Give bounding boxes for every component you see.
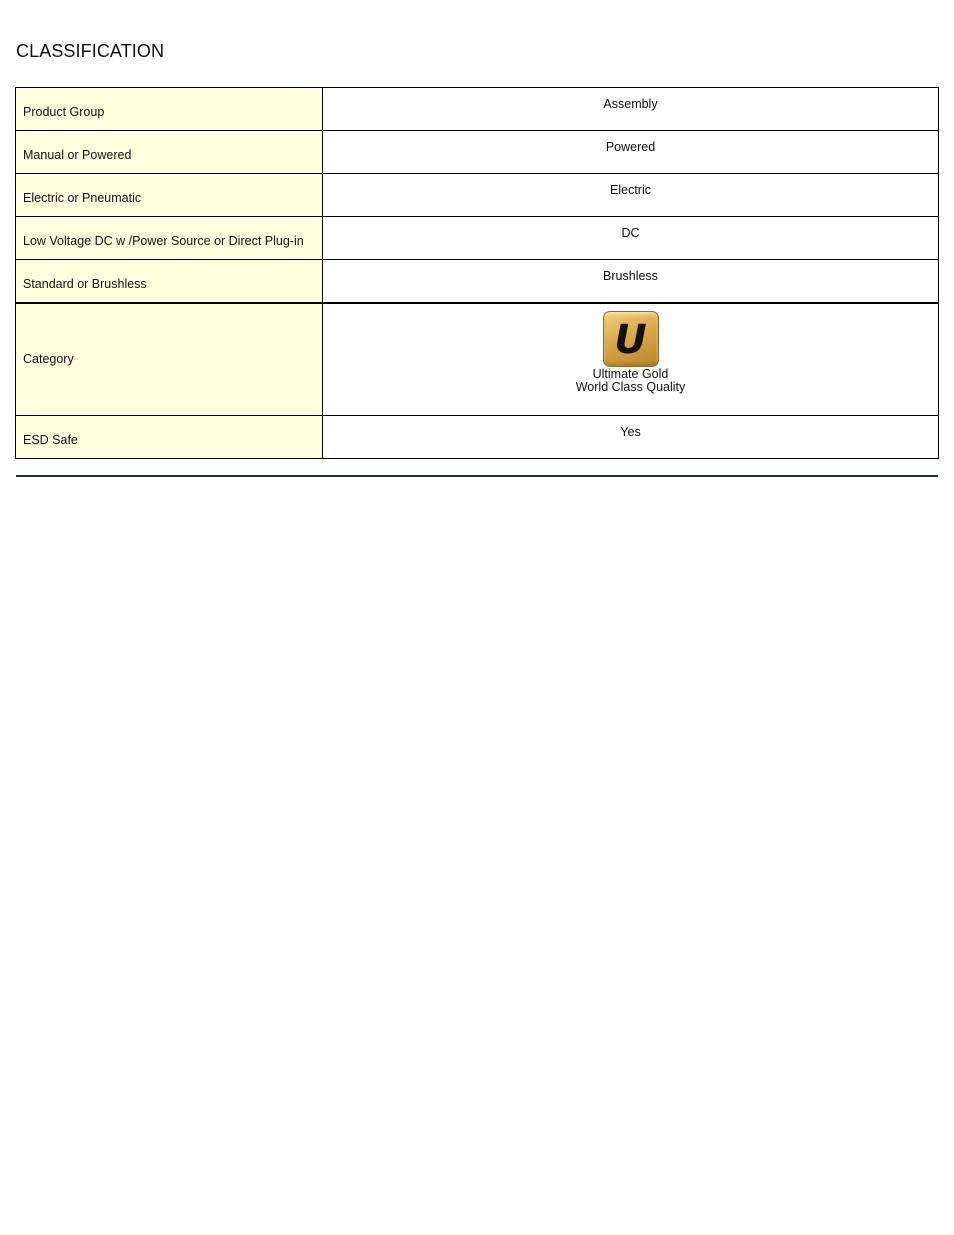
badge-caption bbox=[576, 368, 686, 394]
row-value-low-voltage: DC bbox=[323, 217, 939, 260]
row-label-esd-safe: ESD Safe bbox=[16, 416, 323, 459]
table-row bbox=[16, 303, 939, 416]
table-row bbox=[16, 416, 939, 459]
badge-caption-line2: World Class Quality bbox=[575, 379, 686, 394]
row-value-electric-or-pneumatic: Electric bbox=[323, 174, 939, 217]
table-row bbox=[16, 88, 939, 131]
classification-table bbox=[15, 87, 939, 459]
row-value-category bbox=[323, 303, 939, 416]
table-row bbox=[16, 174, 939, 217]
page-title: CLASSIFICATION bbox=[16, 41, 165, 61]
section-divider bbox=[16, 475, 938, 477]
row-label-standard-or-brushless: Standard or Brushless bbox=[16, 260, 323, 303]
badge-caption-line1: Ultimate Gold bbox=[592, 366, 669, 381]
row-value-esd-safe: Yes bbox=[323, 416, 939, 459]
table-row bbox=[16, 131, 939, 174]
row-value-standard-or-brushless: Brushless bbox=[323, 260, 939, 303]
ultimate-gold-badge-icon bbox=[603, 311, 659, 367]
row-value-product-group: Assembly bbox=[323, 88, 939, 131]
table-row bbox=[16, 217, 939, 260]
row-label-electric-or-pneumatic: Electric or Pneumatic bbox=[16, 174, 323, 217]
table-row bbox=[16, 260, 939, 303]
row-value-manual-or-powered: Powered bbox=[323, 131, 939, 174]
row-label-product-group: Product Group bbox=[16, 88, 323, 131]
badge-letter: U bbox=[614, 316, 647, 363]
row-label-manual-or-powered: Manual or Powered bbox=[16, 131, 323, 174]
row-label-category: Category bbox=[16, 303, 323, 416]
row-label-low-voltage: Low Voltage DC w /Power Source or Direct Plug-in bbox=[16, 217, 323, 260]
category-badge-group bbox=[323, 311, 938, 394]
